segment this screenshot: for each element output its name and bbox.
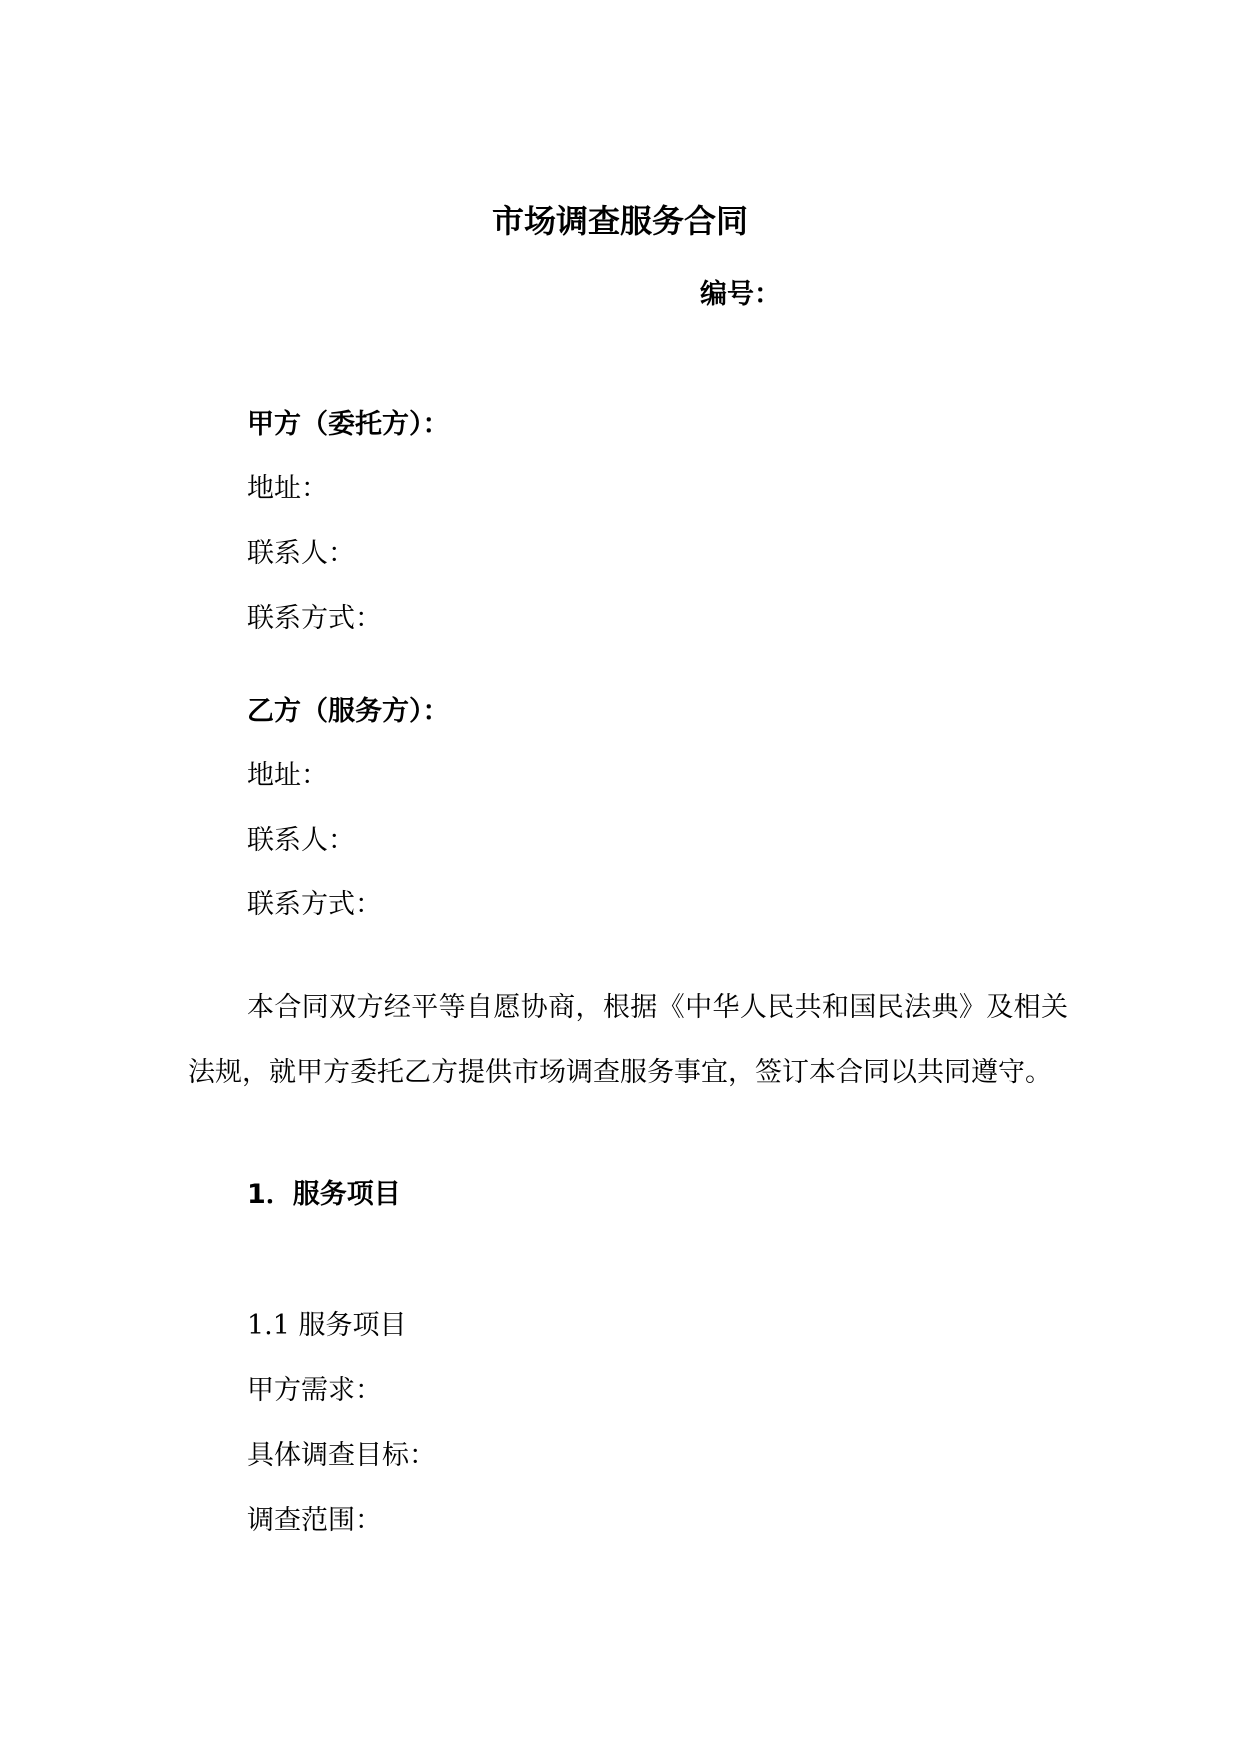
party-b-contact-label: 联系人： [247,825,355,856]
party-b-contact-method-label: 联系方式： [247,889,382,920]
contract-title: 市场调查服务合同 [491,202,748,240]
subsection-1-1-heading: 1.1 服务项目 [247,1310,407,1341]
party-a-contact-label: 联系人： [247,538,355,569]
party-b-heading: 乙方（服务方）： [247,696,450,727]
party-a-address-label: 地址： [247,473,328,504]
contract-number-label: 编号： [700,279,781,310]
section-1-heading: 1．服务项目 [247,1179,401,1210]
survey-scope-label: 调查范围： [247,1505,382,1536]
preamble-paragraph: 本合同双方经平等自愿协商，根据《中华人民共和国民法典》及相关法规，就甲方委托乙方提供市场调查服务事宜，签订本合同以共同遵守。 [188,992,1068,1088]
party-a-contact-method-label: 联系方式： [247,603,382,634]
survey-target-label: 具体调查目标： [247,1440,436,1471]
party-b-address-label: 地址： [247,760,328,791]
requirement-label: 甲方需求： [247,1375,382,1406]
party-a-heading: 甲方（委托方）： [247,409,450,440]
